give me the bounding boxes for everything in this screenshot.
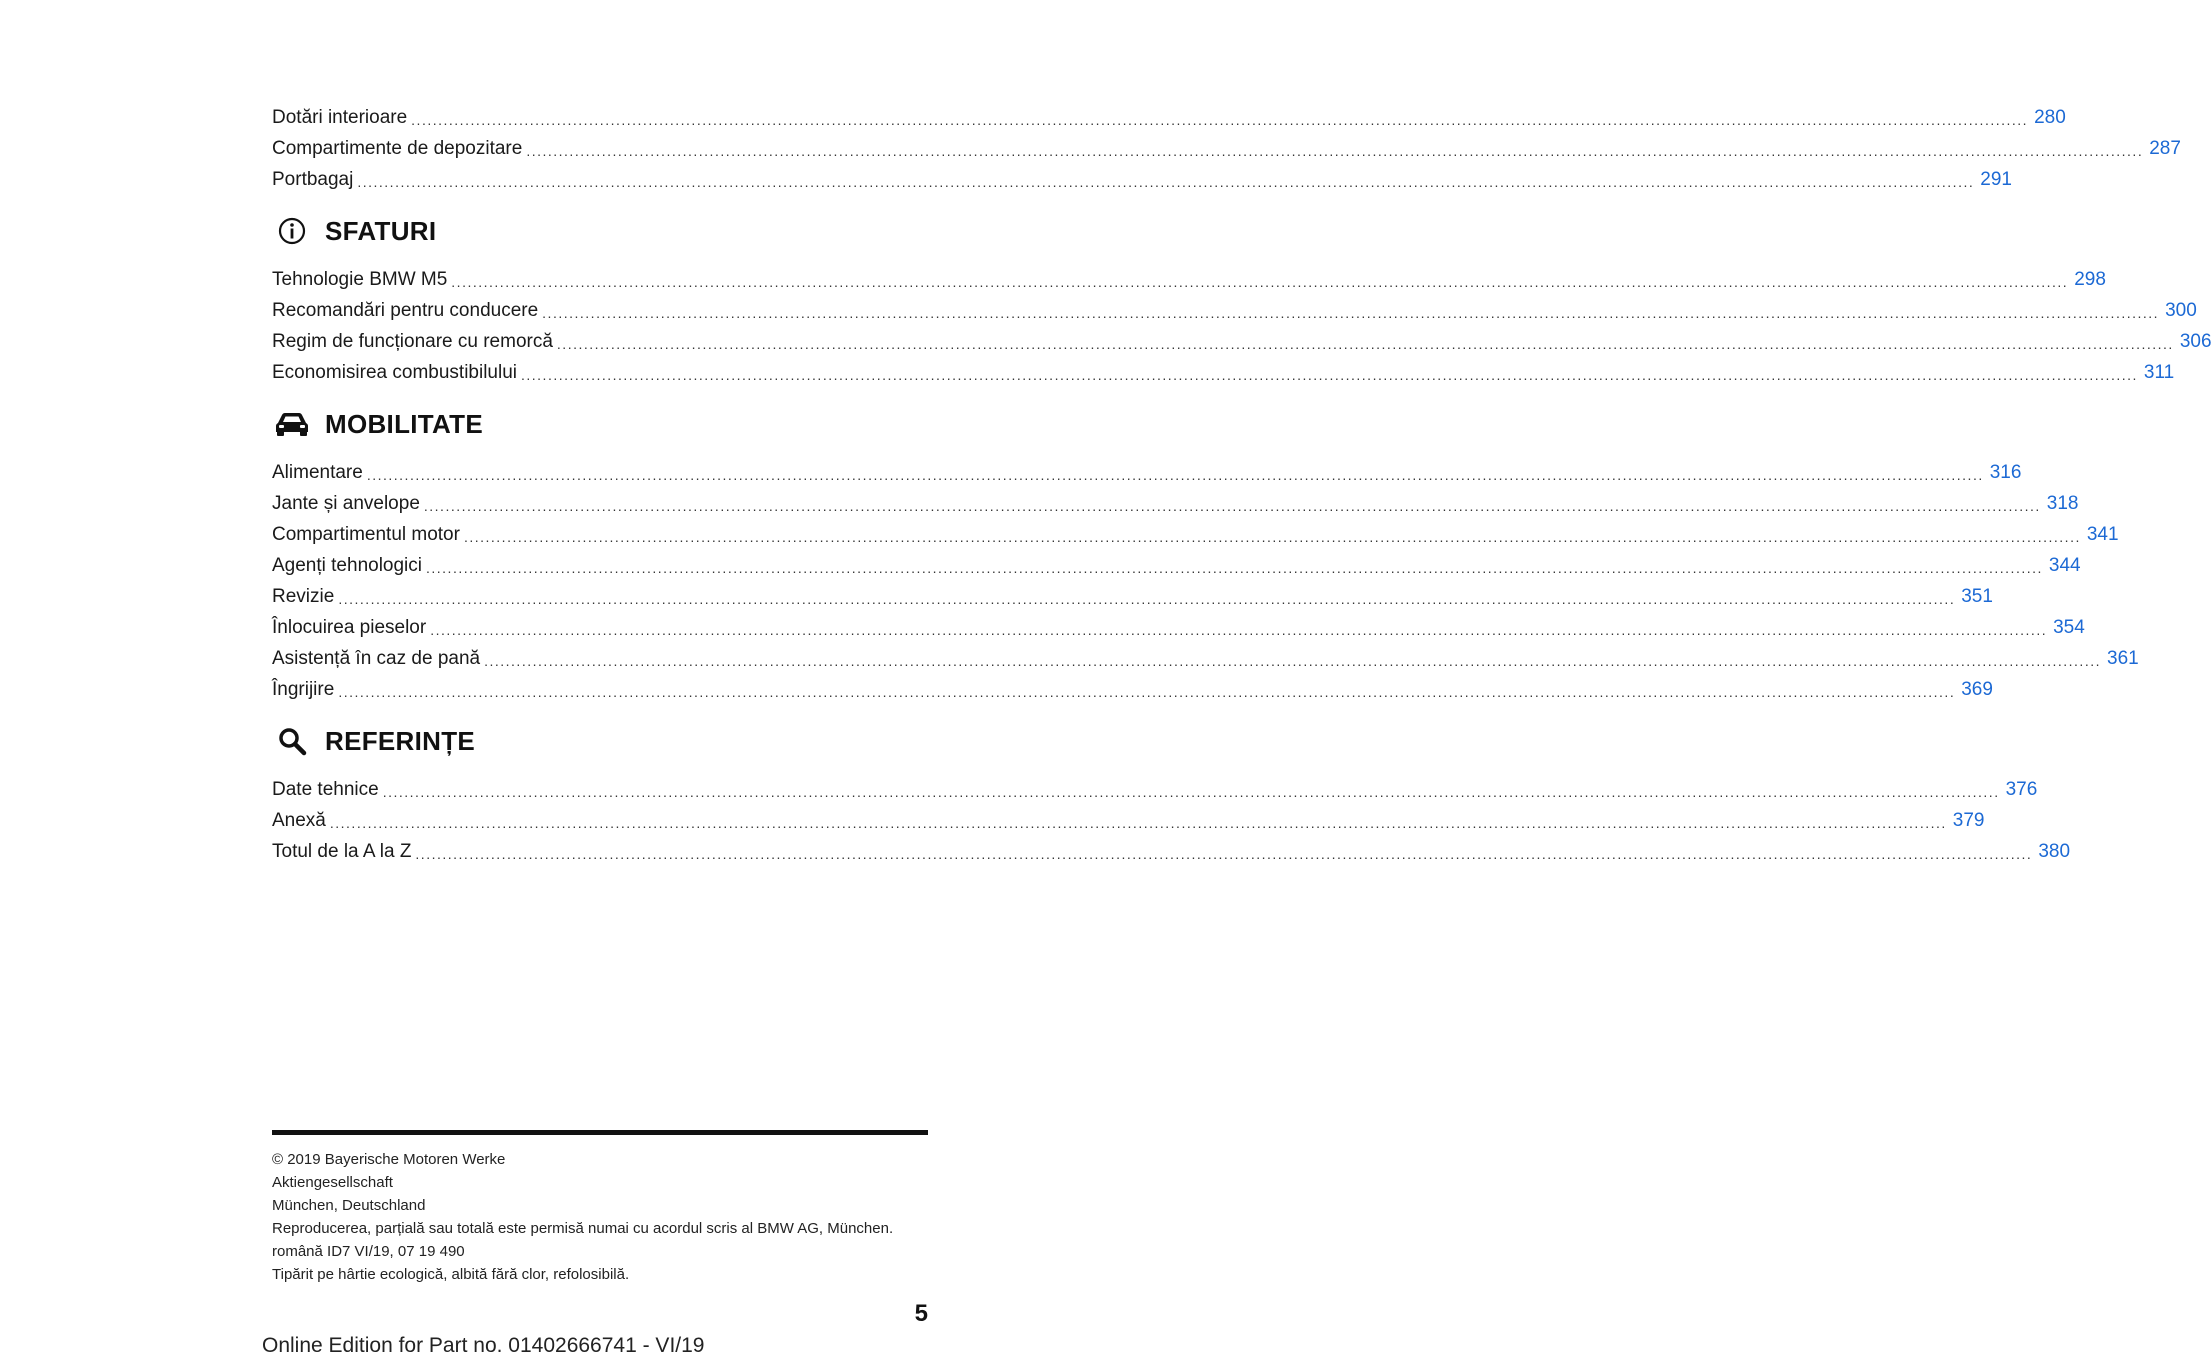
toc-entry-title: Tehnologie BMW M5 <box>272 269 448 290</box>
toc-entry-title: Jante și anvelope <box>272 493 420 514</box>
leader-dots: ............................................................................................................................................................................................................................................................................................................ <box>430 622 2048 638</box>
footer-divider <box>272 1130 928 1135</box>
toc-page-link[interactable]: 300 <box>2165 300 2197 321</box>
toc-page-link[interactable]: 379 <box>1952 810 1985 831</box>
toc-entry[interactable] <box>272 550 2081 581</box>
toc-entry[interactable] <box>272 643 2139 674</box>
imprint-paper-notice: Tipărit pe hârtie ecologică, albită fără clor, refolosibilă. <box>272 1266 630 1283</box>
section-title: REFERINȚE <box>325 725 476 756</box>
toc-page-link[interactable]: 306 <box>2179 331 2212 352</box>
section-title: MOBILITATE <box>325 408 484 439</box>
toc-entry[interactable] <box>272 164 2012 195</box>
toc-entry[interactable] <box>272 519 2119 550</box>
toc-page-link[interactable]: 280 <box>2034 107 2066 128</box>
leader-dots: ............................................................................................................................................................................................................................................................................................................ <box>338 684 1956 700</box>
toc-entry-title: Recomandări pentru conducere <box>272 300 539 321</box>
leader-dots: ............................................................................................................................................................................................................................................................................................................ <box>526 143 2144 159</box>
toc-page-link[interactable]: 318 <box>2046 493 2079 514</box>
leader-dots: ............................................................................................................................................................................................................................................................................................................ <box>415 846 2033 862</box>
toc-entry-title: Compartimentul motor <box>272 524 460 545</box>
toc-page-link[interactable]: 354 <box>2053 617 2085 638</box>
toc-entry-title: Portbagaj <box>272 169 354 190</box>
toc-entry-title: Agenți tehnologici <box>272 555 422 576</box>
online-edition-watermark: Online Edition for Part no. 01402666741 - VI/19 <box>262 1334 705 1357</box>
info-icon <box>272 216 312 246</box>
leader-dots: ............................................................................................................................................................................................................................................................................................................ <box>463 529 2081 545</box>
toc-entry-title: Înlocuirea pieselor <box>272 617 427 638</box>
search-icon <box>272 726 312 756</box>
toc-entry[interactable] <box>272 357 2175 388</box>
car-icon <box>272 411 312 437</box>
toc-entry[interactable] <box>272 581 1993 612</box>
toc-page-link[interactable]: 341 <box>2086 524 2119 545</box>
leader-dots: ............................................................................................................................................................................................................................................................................................................ <box>338 591 1956 607</box>
page-number: 5 <box>914 1300 928 1327</box>
toc-entry[interactable] <box>272 674 1993 705</box>
imprint <box>272 1148 928 1286</box>
toc-entry-title: Date tehnice <box>272 779 379 800</box>
leader-dots: ............................................................................................................................................................................................................................................................................................................ <box>357 174 1975 190</box>
toc-page-link[interactable]: 316 <box>1989 462 2022 483</box>
leader-dots: ............................................................................................................................................................................................................................................................................................................ <box>426 560 2043 576</box>
toc-entry-title: Regim de funcționare cu remorcă <box>272 331 553 352</box>
toc-page-link[interactable]: 351 <box>1961 586 1993 607</box>
leader-dots: ............................................................................................................................................................................................................................................................................................................ <box>366 467 1984 483</box>
toc-entry[interactable] <box>272 836 2071 867</box>
toc-page-link[interactable]: 369 <box>1961 679 1993 700</box>
toc-entry-title: Compartimente de depozitare <box>272 138 523 159</box>
toc-entry[interactable] <box>272 102 2066 133</box>
toc-page-link[interactable]: 380 <box>2038 841 2071 862</box>
toc-entry[interactable] <box>272 264 2106 295</box>
imprint-company: Aktiengesellschaft <box>272 1174 393 1191</box>
toc-page-link[interactable]: 311 <box>2143 362 2175 383</box>
toc-entry[interactable] <box>272 457 2022 488</box>
toc-entry[interactable] <box>272 612 2085 643</box>
leader-dots: ............................................................................................................................................................................................................................................................................................................ <box>484 653 2101 669</box>
leader-dots: ............................................................................................................................................................................................................................................................................................................ <box>542 305 2160 321</box>
leader-dots: ............................................................................................................................................................................................................................................................................................................ <box>329 815 1947 831</box>
toc-entry[interactable] <box>272 488 2079 519</box>
imprint-location: München, Deutschland <box>272 1197 426 1214</box>
leader-dots: ............................................................................................................................................................................................................................................................................................................ <box>451 274 2069 290</box>
toc-entry[interactable] <box>272 774 2038 805</box>
imprint-edition-id: română ID7 VI/19, 07 19 490 <box>272 1243 465 1260</box>
toc-entry-title: Asistență în caz de pană <box>272 648 481 669</box>
imprint-reproduction-notice: Reproducerea, parțială sau totală este permisă numai cu acordul scris al BMW AG, München. <box>272 1220 894 1237</box>
toc-entry-title: Îngrijire <box>272 679 335 700</box>
toc-entry-title: Revizie <box>272 586 335 607</box>
section-heading-sfaturi <box>272 198 928 264</box>
toc-page-link[interactable]: 291 <box>1980 169 2012 190</box>
toc-entry-title: Totul de la A la Z <box>272 841 412 862</box>
section-heading-referinte <box>272 708 928 774</box>
leader-dots: ............................................................................................................................................................................................................................................................................................................ <box>521 367 2138 383</box>
toc-entry-title: Economisirea combustibilului <box>272 362 517 383</box>
toc-page-link[interactable]: 344 <box>2048 555 2081 576</box>
imprint-copyright: © 2019 Bayerische Motoren Werke <box>272 1151 506 1168</box>
toc-entry[interactable] <box>272 326 2212 357</box>
toc-page-link[interactable]: 298 <box>2074 269 2106 290</box>
table-of-contents <box>272 102 2212 867</box>
toc-entry[interactable] <box>272 133 2181 164</box>
toc-page-link[interactable]: 361 <box>2107 648 2139 669</box>
section-title: SFATURI <box>325 215 437 246</box>
leader-dots: ............................................................................................................................................................................................................................................................................................................ <box>423 498 2041 514</box>
toc-entry-title: Anexă <box>272 810 326 831</box>
toc-page-link[interactable]: 376 <box>2005 779 2038 800</box>
toc-entry-title: Dotări interioare <box>272 107 408 128</box>
toc-entry-title: Alimentare <box>272 462 363 483</box>
leader-dots: ............................................................................................................................................................................................................................................................................................................ <box>556 336 2174 352</box>
toc-page-link[interactable]: 287 <box>2149 138 2181 159</box>
toc-entry[interactable] <box>272 295 2197 326</box>
toc-entry[interactable] <box>272 805 1985 836</box>
leader-dots: ............................................................................................................................................................................................................................................................................................................ <box>411 112 2029 128</box>
section-heading-mobilitate <box>272 391 928 457</box>
leader-dots: ............................................................................................................................................................................................................................................................................................................ <box>382 784 2000 800</box>
